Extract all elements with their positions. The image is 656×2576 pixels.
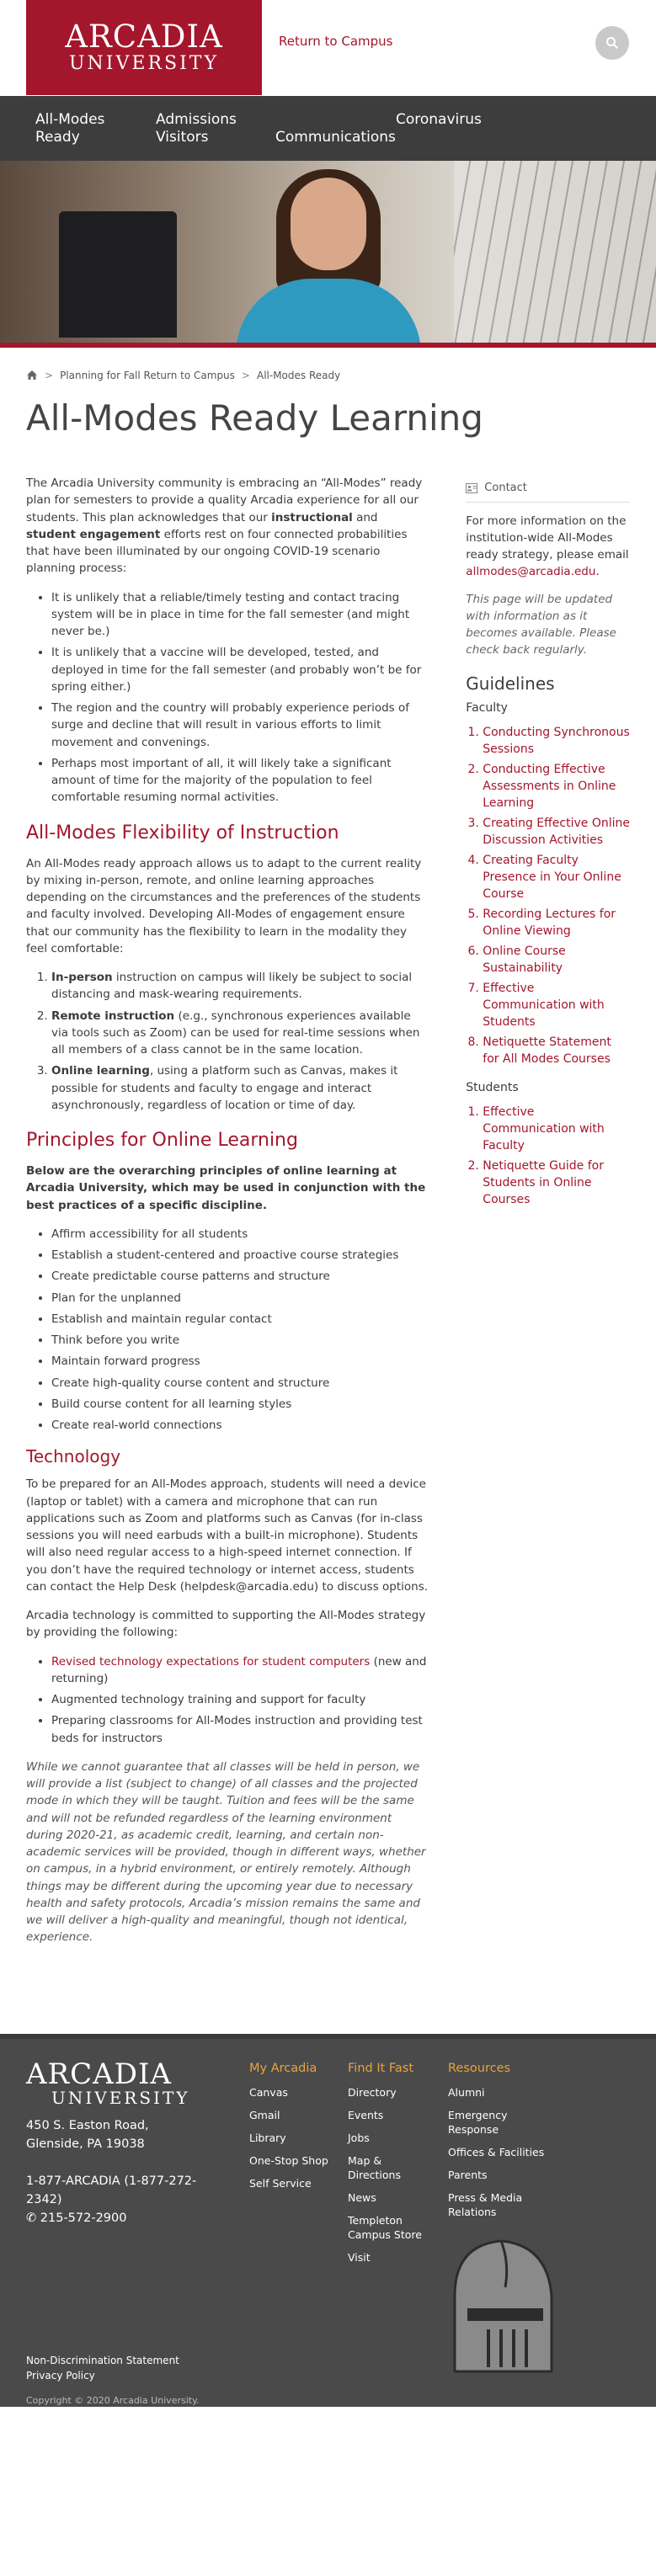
hero-laptop bbox=[59, 211, 177, 338]
footer-link[interactable]: Press & Media Relations bbox=[448, 2190, 523, 2218]
list-item: • The region and the country will probably experience periods of surge and decline that will result in various efforts to limit movement and convenings. bbox=[51, 700, 428, 751]
nav-item-label: Visitors bbox=[156, 129, 209, 146]
footer-link[interactable]: Self Service bbox=[249, 2176, 312, 2190]
footer-link[interactable]: Canvas bbox=[249, 2085, 288, 2099]
technology-heading: Technology bbox=[26, 1446, 121, 1467]
faculty-guidelines-list bbox=[483, 724, 630, 1067]
main-nav bbox=[0, 96, 656, 161]
list-item: • Build course content for all learning styles bbox=[51, 1396, 428, 1413]
footer-address: 450 S. Easton Road, Glenside, PA 19038 bbox=[26, 2118, 149, 2151]
list-item bbox=[483, 1034, 630, 1067]
list-item: • Establish and maintain regular contact bbox=[51, 1311, 428, 1328]
nav-item-communications[interactable] bbox=[275, 129, 396, 146]
footer-logo-sub: UNIVERSITY bbox=[51, 2087, 190, 2108]
list-item bbox=[483, 852, 630, 902]
copyright: Copyright © 2020 Arcadia University. bbox=[26, 2394, 200, 2406]
list-item bbox=[483, 1158, 630, 1208]
footer-col-heading: Find It Fast bbox=[348, 2061, 414, 2075]
footer-col-heading: My Arcadia bbox=[249, 2061, 317, 2075]
guideline-link[interactable]: Netiquette Guide for Students in Online Courses bbox=[483, 1158, 604, 1206]
list-item: 2. Remote instruction (e.g., synchronous experiences available via tools such as Zoom) can be used for real-time sessions when all members of a class cannot be in the same location. bbox=[51, 1008, 428, 1059]
breadcrumb-current: All-Modes Ready bbox=[256, 369, 341, 381]
list-item: • Affirm accessibility for all students bbox=[51, 1226, 428, 1243]
phone-icon: ✆ bbox=[26, 2211, 40, 2225]
nav-item-label: Admissions bbox=[156, 111, 237, 128]
list-item: • Establish a student-centered and proactive course strategies bbox=[51, 1247, 428, 1264]
footer-link[interactable]: Visit bbox=[348, 2250, 371, 2264]
footer-link[interactable]: Directory bbox=[348, 2085, 397, 2099]
list-item: • Maintain forward progress bbox=[51, 1353, 428, 1370]
footer-col-resources bbox=[448, 2060, 545, 2227]
footer-link[interactable]: Library bbox=[249, 2131, 286, 2144]
intro-paragraph: The Arcadia University community is embracing an “All-Modes” ready plan for semesters to provide a quality Arcadia experience for all our students. This plan acknowledges that our instructional and student engagement efforts rest on four connected probabilities that have been illuminated by our ongoing COVID-19 scenario planning process: bbox=[26, 476, 423, 576]
contact-header bbox=[466, 480, 630, 503]
students-heading: Students bbox=[466, 1080, 519, 1094]
list-item: • Augmented technology training and support for faculty bbox=[51, 1691, 428, 1708]
local-phone[interactable]: ✆ 215-572-2900 bbox=[26, 2211, 127, 2225]
list-item: 1. In-person instruction on campus will likely be subject to social distancing and mask-wearing requirements. bbox=[51, 969, 428, 1003]
list-item: • Create real-world connections bbox=[51, 1417, 428, 1434]
privacy-policy-link[interactable]: Privacy Policy bbox=[26, 2369, 95, 2382]
guideline-link[interactable]: Effective Communication with Students bbox=[483, 981, 605, 1029]
knight-mascot-icon bbox=[429, 2228, 564, 2376]
contact-email-link[interactable]: allmodes@arcadia.edu bbox=[466, 565, 596, 579]
student-guidelines-list bbox=[483, 1104, 630, 1208]
modality-list bbox=[51, 969, 428, 1114]
technology-commitment: Arcadia technology is committed to supporting the All-Modes strategy by providing the following: bbox=[26, 1609, 426, 1640]
chevron-right-icon: > bbox=[45, 369, 54, 381]
nav-item-label: Coronavirus bbox=[396, 111, 482, 128]
principles-heading: Principles for Online Learning bbox=[26, 1130, 298, 1151]
non-discrimination-link[interactable]: Non-Discrimination Statement bbox=[26, 2354, 179, 2366]
guideline-link[interactable]: Netiquette Statement for All Modes Courses bbox=[483, 1035, 611, 1066]
hero-student bbox=[227, 169, 429, 343]
toll-free-phone[interactable]: 1-877-ARCADIA (1-877-272-2342) bbox=[26, 2174, 197, 2206]
footer-logo[interactable] bbox=[26, 2057, 190, 2108]
guideline-link[interactable]: Effective Communication with Faculty bbox=[483, 1104, 605, 1152]
list-item: • It is unlikely that a vaccine will be developed, tested, and deployed in time for the fall semester (and probably won’t be for spring either.) bbox=[51, 644, 428, 695]
sidebar bbox=[466, 475, 630, 1958]
flexibility-heading: All-Modes Flexibility of Instruction bbox=[26, 822, 339, 844]
breadcrumb-planning-link[interactable]: Planning for Fall Return to Campus bbox=[60, 369, 235, 381]
list-item: • Plan for the unplanned bbox=[51, 1290, 428, 1307]
list-item bbox=[483, 815, 630, 849]
nav-item-label: Communications bbox=[275, 129, 396, 146]
principles-list bbox=[51, 1226, 428, 1434]
list-item: • Think before you write bbox=[51, 1332, 428, 1349]
list-item: • Create predictable course patterns and structure bbox=[51, 1268, 428, 1285]
hero-window-background bbox=[454, 161, 656, 343]
arcadia-logo[interactable] bbox=[26, 0, 262, 95]
footer-legal-links bbox=[26, 2353, 179, 2383]
nav-item-all-modes-ready[interactable] bbox=[35, 111, 104, 146]
closing-statement: While we cannot guarantee that all classes will be held in person, we will provide a list (subject to change) of all classes and the projected mode in which they will be taught. Tuition and fees will be the same and will not be refunded regardless of the learning environment during 2020-21, as academic credit, learning, and certain non-academic services will be provided, though in different ways, whether on campus, in a hybrid environment, or entirely remotely. Although things may be different during the upcoming year due to necessary health and safety protocols, Arcadia’s mission remains the same and we will deliver a high-quality and meaningful, though not identical, experience. bbox=[26, 1759, 426, 1945]
tech-expectations-link[interactable]: Revised technology expectations for student computers bbox=[51, 1654, 371, 1669]
technology-list bbox=[51, 1653, 428, 1747]
footer-link[interactable]: Emergency Response bbox=[448, 2108, 508, 2136]
footer-col-find-it-fast bbox=[348, 2060, 432, 2273]
footer-link[interactable]: Templeton Campus Store bbox=[348, 2213, 422, 2241]
logo-name-main: ARCADIA bbox=[65, 19, 223, 55]
main-content bbox=[26, 475, 428, 1958]
footer-phones bbox=[26, 2172, 220, 2227]
list-item: • Revised technology expectations for student computers (new and returning) bbox=[51, 1653, 428, 1688]
guideline-link[interactable]: Recording Lectures for Online Viewing bbox=[483, 907, 616, 938]
footer-link[interactable]: Events bbox=[348, 2108, 384, 2121]
chevron-right-icon: > bbox=[241, 369, 250, 381]
list-item: • Perhaps most important of all, it will likely take a significant amount of time for the majority of the population to feel comfortable resuming normal activities. bbox=[51, 755, 428, 806]
nav-item-label: All-Modes bbox=[35, 111, 105, 128]
list-item: • It is unlikely that a reliable/timely testing and contact tracing system will be in place in time for the fall semester (and might never be.) bbox=[51, 589, 428, 641]
contact-text: For more information on the institution-wide All-Modes ready strategy, please email allmodes@arcadia.edu. bbox=[466, 514, 629, 579]
list-item bbox=[483, 980, 630, 1030]
site-footer bbox=[0, 2034, 656, 2407]
flexibility-paragraph: An All-Modes ready approach allows us to adapt to the current reality by mixing in-person, remote, and online learning approaches depending on the circumstances and the preferences of the students and faculty involved. Developing All-Modes of engagement ensure that our community has the flexibility to learn in the modality they feel comfortable: bbox=[26, 856, 422, 955]
breadcrumb bbox=[0, 348, 656, 385]
nav-item-coronavirus[interactable] bbox=[396, 111, 482, 129]
contact-card-icon bbox=[466, 483, 477, 493]
hero-image bbox=[0, 161, 656, 343]
guideline-link[interactable]: Conducting Effective Assessments in Online Learning bbox=[483, 762, 616, 810]
update-note: This page will be updated with information as it becomes available. Please check back regularly. bbox=[466, 592, 616, 657]
list-item bbox=[483, 724, 630, 758]
footer-link[interactable]: Offices & Facilities bbox=[448, 2145, 545, 2158]
footer-link[interactable]: Gmail bbox=[249, 2108, 280, 2121]
footer-link[interactable]: Map & Directions bbox=[348, 2153, 401, 2181]
home-icon[interactable] bbox=[26, 370, 38, 381]
list-item bbox=[483, 906, 630, 939]
list-item: • Preparing classrooms for All-Modes instruction and providing test beds for instructors bbox=[51, 1712, 428, 1747]
list-item bbox=[483, 1104, 630, 1154]
list-item bbox=[483, 943, 630, 977]
footer-col-my-arcadia bbox=[249, 2060, 350, 2199]
list-item bbox=[483, 761, 630, 812]
page-title: All-Modes Ready Learning bbox=[26, 397, 483, 439]
footer-logo-main: ARCADIA bbox=[26, 2057, 172, 2091]
nav-item-label: Ready bbox=[35, 129, 80, 146]
search-button[interactable] bbox=[595, 26, 629, 60]
guideline-link[interactable]: Creating Effective Online Discussion Activities bbox=[483, 816, 630, 847]
nav-item-admissions-visitors[interactable] bbox=[156, 111, 237, 146]
footer-link[interactable]: Alumni bbox=[448, 2085, 485, 2099]
footer-link[interactable]: News bbox=[348, 2190, 376, 2204]
list-item: • Create high-quality course content and structure bbox=[51, 1375, 428, 1392]
footer-col-heading: Resources bbox=[448, 2061, 511, 2075]
footer-link[interactable]: Parents bbox=[448, 2168, 488, 2181]
guidelines-heading: Guidelines bbox=[466, 673, 555, 694]
probabilities-list bbox=[51, 589, 428, 806]
return-to-campus-link[interactable]: Return to Campus bbox=[279, 34, 393, 49]
logo-name-sub: UNIVERSITY bbox=[69, 53, 219, 74]
footer-link[interactable]: Jobs bbox=[348, 2131, 370, 2144]
technology-paragraph: To be prepared for an All-Modes approach, students will need a device (laptop or tablet) with a camera and microphone that can run applications such as Zoom and platforms such as Canvas (for in-class sessions you will need earbuds with a built-in microphone). Students will also need regular access to a high-speed internet connection. If you don’t have the required technology or internet access, students can contact the Help Desk (helpdesk@arcadia.edu) to discuss options. bbox=[26, 1477, 429, 1594]
site-header bbox=[0, 0, 656, 96]
search-icon bbox=[605, 36, 619, 50]
guideline-link[interactable]: Creating Faculty Presence in Your Online Course bbox=[483, 853, 621, 901]
guideline-link[interactable]: Online Course Sustainability bbox=[483, 944, 566, 975]
faculty-heading: Faculty bbox=[466, 700, 508, 715]
list-item: 3. Online learning, using a platform such as Canvas, makes it possible for students and faculty to engage and interact asynchronously, regardless of location or time of day. bbox=[51, 1062, 428, 1114]
footer-link[interactable]: One-Stop Shop bbox=[249, 2153, 328, 2167]
guideline-link[interactable]: Conducting Synchronous Sessions bbox=[483, 725, 630, 756]
principles-intro: Below are the overarching principles of online learning at Arcadia University, which may be used in conjunction with the best practices of a specific discipline. bbox=[26, 1164, 426, 1212]
contact-label: Contact bbox=[484, 482, 527, 494]
